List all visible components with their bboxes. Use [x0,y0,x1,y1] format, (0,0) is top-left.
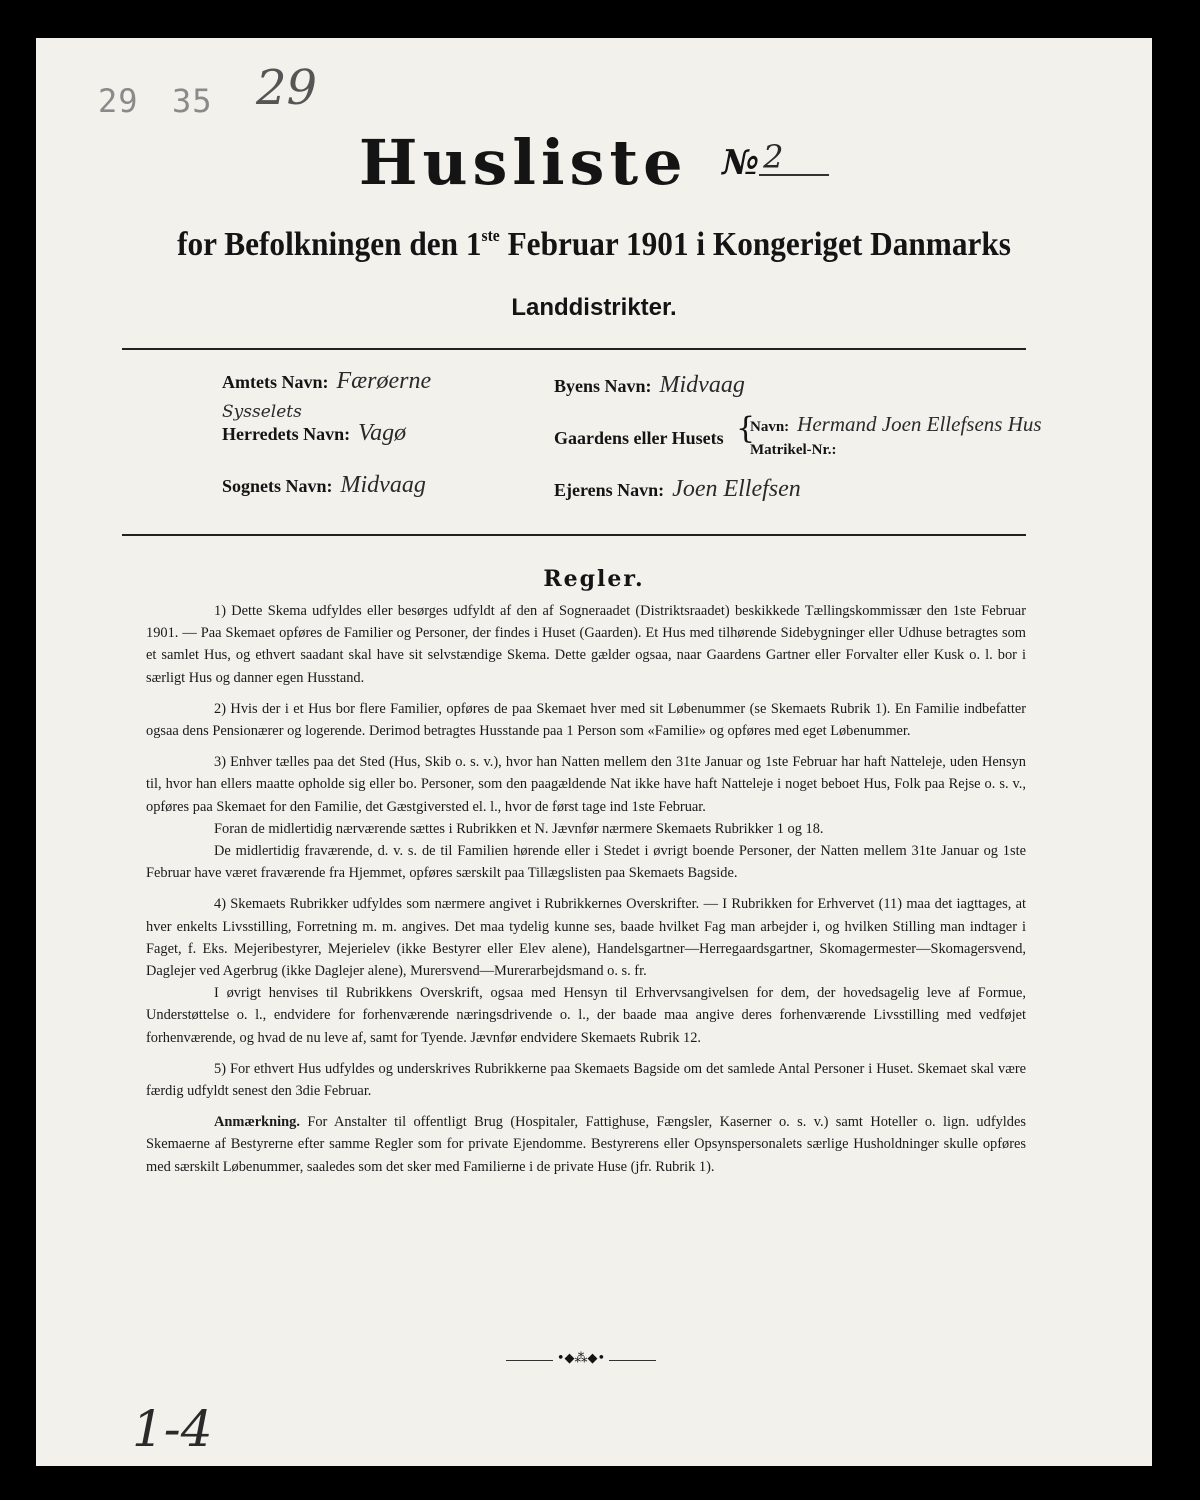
gaard-brace: { [736,411,756,446]
sogn-field [222,472,426,499]
navn-field [750,412,1042,437]
rule-paragraph: 5) For ethvert Hus udfyldes og underskrives Rubrikkerne paa Skemaets Bagside om det samlede Antal Personer i Huset. Skemaet skal være færdig udfyldt senest den 3die Februar. [146,1060,1026,1100]
middle-divider [122,534,1026,536]
gaard-field [554,428,724,449]
sogn-value: Midvaag [340,472,426,498]
form-subtitle [81,226,1108,264]
rule-paragraph: 2) Hvis der i et Hus bor flere Familier, opføres de paa Skemaet hver med sit Løbenummer (se Skemaets Rubrik 1). En Familie indbefatter ogsaa dens Pensionærer og logerende. Derimod betragtes Husstande paa 1 Person som «Familie» og opføres med eget Løbenummer. [146,700,1026,740]
stamp-number-b: 35 [172,82,213,120]
rule-note: Anmærkning. For Anstalter til offentligt Brug (Hospitaler, Fattighuse, Fængsler, Kaserner o. s. v.) samt Hoteller o. lign. udfyldes Skemaerne af Bestyrerne efter samme Regler som for private Ejendomme. Bestyrerens eller Opsynspersonalets særlige Husholdninger skulle opføres med særskilt Løbenummer, saaledes som det sker med Familierne i de private Huse (jfr. Rubrik 1). [146,1114,1026,1175]
title-main: Husliste [358,126,688,199]
rule-paragraph: 4) Skemaets Rubrikker udfyldes som nærmere angivet i Rubrikkernes Overskrifter. — I Rubrikken for Erhvervet (11) maa det iagttages, at hver enkelts Livsstilling, Forretning m. m. angives. Det maa tydelig kunne ses, baade hvilket Fag man arbejder i, og hvilken Stilling man indtager i Faget, f. Eks. Mejeribestyrer, Mejerielev (ikke Bestyrer eller Elev alene), Handelsgartner—Herregaardsgartner, Skomagermester—Skomagersvend, Daglejer ved Agerbrug (ikke Daglejer alene), Murersvend—Murerarbejdsmand o. s. fr. [146,896,1026,980]
number-line [759,138,829,176]
number-label: № [722,143,760,183]
handwritten-footer: 1-4 [132,1400,213,1458]
rules-heading: Regler. [543,566,645,592]
by-label: Byens Navn: [554,376,652,396]
herred-label: Herredets Navn: [222,424,351,444]
by-field [554,372,745,399]
rule-paragraph: 3) Enhver tælles paa det Sted (Hus, Skib o. s. v.), hvor han Natten mellem den 31te Januar og 1ste Februar har haft Natteleje, uden Hensyn til, hvor han ellers maatte opholde sig eller bo. Personer, som den paagældende Nat ikke have haft Natteleje i noget beboet Hus, Folk paa Rejse o. s. v., opføres paa Skemaet for den Familie, det Gæstgiversted el. l., hvor de først tage ind 1ste Februar. [146,754,1026,815]
by-value: Midvaag [659,372,745,398]
rules-body [146,600,1026,1178]
subtitle-part1: for Befolkningen den 1 [177,226,482,263]
herred-field [222,420,406,447]
ejer-field [554,476,801,503]
navn-value: Hermand Joen Ellefsens Hus [797,412,1042,436]
top-divider [122,348,1026,350]
navn-label: Navn: [750,419,790,435]
herred-hand: Sysselets [222,402,302,422]
herred-hand-note [222,401,302,422]
gaard-label: Gaardens eller Husets [554,428,724,448]
stamp-number-a: 29 [98,82,139,120]
census-form-sheet [36,38,1152,1466]
ejer-label: Ejerens Navn: [554,480,665,500]
matrikel-label: Matrikel-Nr.: [750,442,837,458]
ejer-value: Joen Ellefsen [672,476,801,502]
subtitle-sup: ste [481,226,500,245]
herred-value: Vagø [358,420,407,446]
handwritten-number: 29 [256,60,318,116]
subtitle-part2: Februar 1901 i Kongeriget Danmarks [499,226,1011,263]
amt-label: Amtets Navn: [222,372,329,392]
amt-field [222,368,431,395]
number-value: 2 [763,138,789,176]
district-heading: Landdistrikter. [511,294,677,321]
ornament: •◆⁂◆• [506,1351,656,1366]
rule-paragraph: Foran de midlertidig nærværende sættes i Rubrikken et N. Jævnfør nærmere Skemaets Rubrikker 1 og 18. [214,820,824,837]
rule-paragraph: De midlertidig fraværende, d. v. s. de til Familien hørende eller i Stedet i øvrigt boende Personer, der Natten mellem 31te Januar og 1ste Februar have været fraværende fra Hjemmet, opføres særskilt paa Tillægslisten paa Skemaets Bagside. [146,843,1026,882]
sogn-label: Sognets Navn: [222,476,333,496]
form-title [36,126,1152,199]
amt-value: Færøerne [336,368,432,394]
matrikel-field [750,442,837,459]
rule-paragraph: I øvrigt henvises til Rubrikkens Overskrift, ogsaa med Hensyn til Erhvervsangivelsen for dem, der hovedsagelig leve af Formue, Understøttelse o. l., endvidere for forhenværende næringsdrivende o. l., der baade maa angive deres forhenværende Livsstilling med vedføjet forhenværende, og hvad de nu leve af, samt for Tyende. Jævnfør endvidere Skemaets Rubrik 12. [146,985,1026,1046]
rule-paragraph: 1) Dette Skema udfyldes eller besørges udfyldt af den af Sogneraadet (Distriktsraadet) beskikkede Tællingskommissær den 1ste Februar 1901. — Paa Skemaet opføres de Familier og Personer, der findes i Huset (Gaarden). Et Hus med tilhørende Sidebygninger eller Udhuse betragtes som et samlet Hus, og ethvert saadant skal have sit selvstændige Skema. Dette gælder ogsaa, naar Gaardens Gartner eller Forvalter eller Kusk o. l. bor i særligt Hus og danner egen Husstand. [146,603,1026,686]
